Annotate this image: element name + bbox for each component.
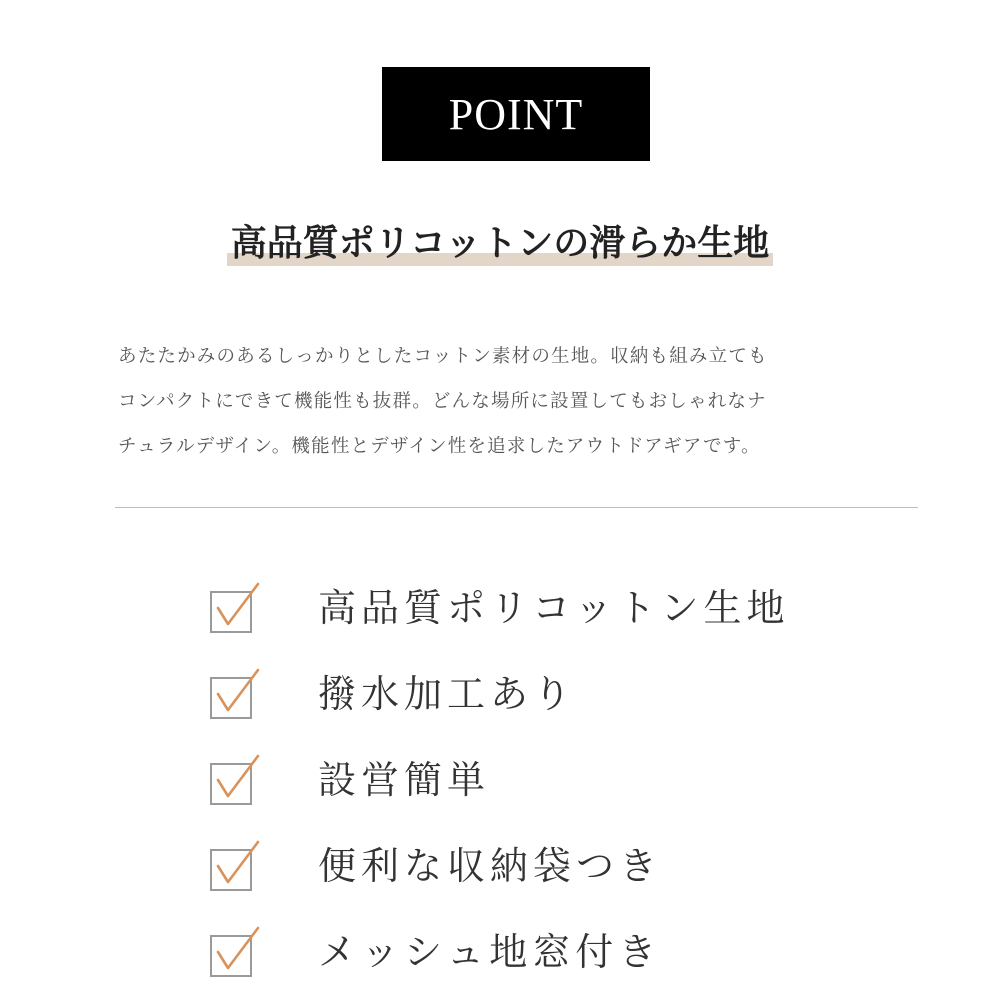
feature-label: 撥水加工あり	[318, 672, 577, 716]
feature-label: 高品質ポリコットン生地	[318, 586, 790, 630]
headline	[227, 218, 774, 270]
description	[118, 334, 918, 469]
feature-label: 設営簡単	[318, 758, 491, 802]
checkbox-checked-icon	[208, 922, 274, 982]
feature-item	[208, 572, 908, 658]
headline-container	[0, 218, 1000, 270]
feature-item	[208, 830, 908, 916]
feature-label: メッシュ地窓付き	[318, 930, 662, 974]
description-line: コンパクトにできて機能性も抜群。どんな場所に設置してもおしゃれなナ	[118, 391, 767, 412]
headline-text: 高品質ポリコットンの滑らか生地	[230, 223, 770, 264]
checkbox-checked-icon	[208, 664, 274, 724]
point-badge-label: POINT	[448, 89, 584, 139]
feature-list	[208, 572, 908, 1002]
feature-item	[208, 744, 908, 830]
checkbox-checked-icon	[208, 750, 274, 810]
checkbox-checked-icon	[208, 836, 274, 896]
point-badge	[382, 67, 650, 161]
section-divider	[115, 507, 918, 508]
feature-item	[208, 658, 908, 744]
description-line: あたたかみのあるしっかりとしたコットン素材の生地。収納も組み立ても	[118, 346, 768, 367]
feature-item	[208, 916, 908, 1002]
feature-label: 便利な収納袋つき	[318, 844, 663, 888]
checkbox-checked-icon	[208, 578, 274, 638]
description-line: チュラルデザイン。機能性とデザイン性を追求したアウトドアギアです。	[118, 436, 761, 457]
